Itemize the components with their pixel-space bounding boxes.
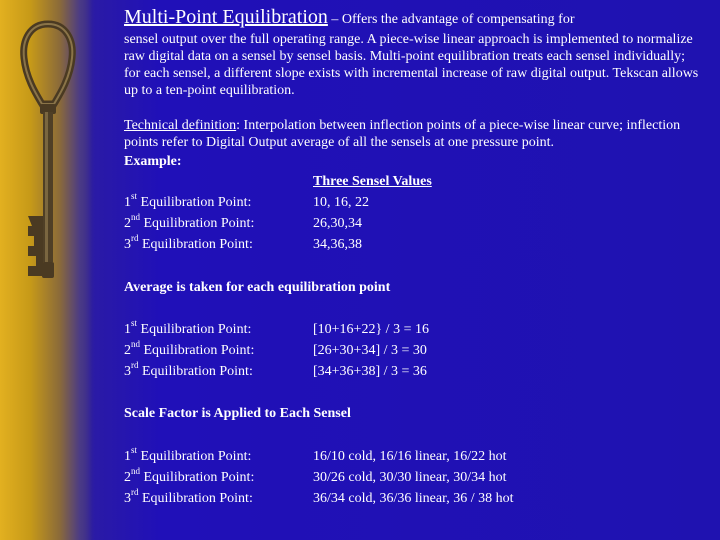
definition-text: : Interpolation between inflection points of a piece-wise linear curve; inflection points refer to Digital Output average of all the sensels at one pressure point. bbox=[124, 118, 681, 150]
scale-row bbox=[124, 467, 704, 488]
intro-paragraph: sensel output over the full operating range. A piece-wise linear approach is implemented to normalize raw digital data on a sensel by sensel basis. Multi-point equilibration treats each sensel individually; for each sensel, a different slope exists with incremental increase of raw digital output. Tekscan allows up to a ten-point equilibration. bbox=[124, 32, 699, 98]
average-formula: [10+16+22} / 3 = 16 bbox=[313, 322, 429, 337]
sensel-values: 10, 16, 22 bbox=[313, 195, 369, 210]
scale-factor: 30/26 cold, 30/30 linear, 30/34 hot bbox=[313, 470, 507, 485]
antique-key-icon bbox=[18, 20, 78, 282]
point-label: 1st Equilibration Point: bbox=[124, 318, 252, 337]
title-suffix: – Offers the advantage of compensating for bbox=[327, 12, 575, 27]
values-row bbox=[124, 234, 704, 255]
slide-content bbox=[124, 6, 704, 509]
point-label: 3rd Equilibration Point: bbox=[124, 233, 253, 252]
slide-title: Multi-Point Equilibration bbox=[124, 6, 328, 28]
average-row bbox=[124, 340, 704, 361]
definition-label: Technical definition bbox=[124, 118, 237, 133]
scale-row bbox=[124, 446, 704, 467]
scale-factor: 16/10 cold, 16/16 linear, 16/22 hot bbox=[313, 449, 507, 464]
sensel-values: 34,36,38 bbox=[313, 237, 362, 252]
values-row bbox=[124, 213, 704, 234]
example-label: Example: bbox=[124, 153, 182, 169]
scale-heading: Scale Factor is Applied to Each Sensel bbox=[124, 406, 351, 421]
point-label: 1st Equilibration Point: bbox=[124, 445, 252, 464]
point-label: 2nd Equilibration Point: bbox=[124, 466, 255, 485]
average-row bbox=[124, 319, 704, 340]
scale-factor: 36/34 cold, 36/36 linear, 36 / 38 hot bbox=[313, 491, 514, 506]
point-label: 3rd Equilibration Point: bbox=[124, 360, 253, 379]
scale-row bbox=[124, 488, 704, 509]
average-formula: [34+36+38] / 3 = 36 bbox=[313, 364, 427, 379]
point-label: 3rd Equilibration Point: bbox=[124, 487, 253, 506]
average-row bbox=[124, 361, 704, 382]
point-label: 1st Equilibration Point: bbox=[124, 191, 252, 210]
title-line bbox=[124, 6, 704, 31]
sensel-values: 26,30,34 bbox=[313, 216, 362, 231]
values-row bbox=[124, 192, 704, 213]
average-heading: Average is taken for each equilibration point bbox=[124, 280, 391, 295]
point-label: 2nd Equilibration Point: bbox=[124, 339, 255, 358]
point-label: 2nd Equilibration Point: bbox=[124, 212, 255, 231]
definition-paragraph bbox=[124, 117, 704, 151]
values-header: Three Sensel Values bbox=[313, 174, 432, 189]
average-formula: [26+30+34] / 3 = 30 bbox=[313, 343, 427, 358]
